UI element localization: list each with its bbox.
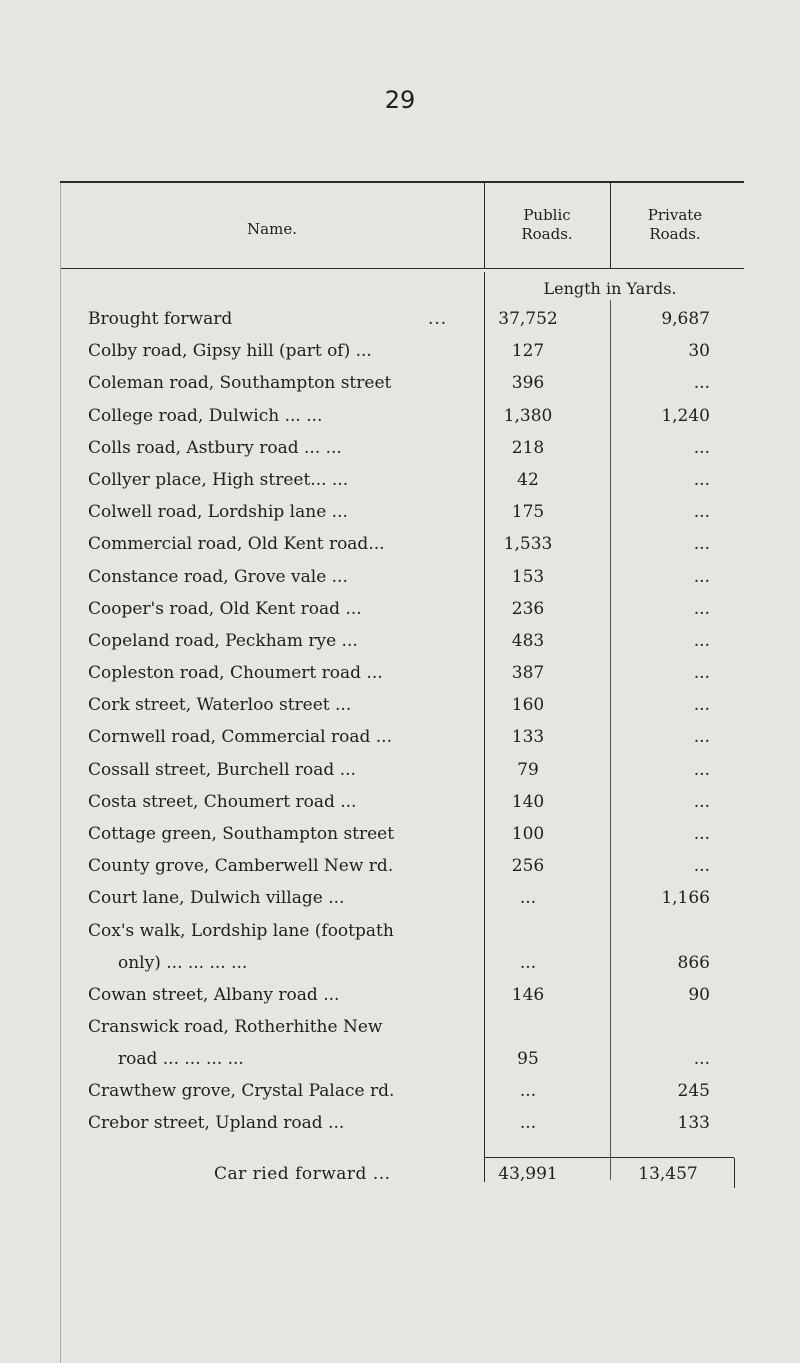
row-name: Brought forward bbox=[88, 309, 233, 329]
row-name: Court lane, Dulwich village ... bbox=[88, 888, 345, 909]
row-name: College road, Dulwich ... ... bbox=[88, 405, 323, 426]
page-number: 29 bbox=[384, 86, 416, 114]
row-private: ... bbox=[693, 1048, 710, 1069]
table-row bbox=[0, 723, 800, 755]
row-public: 236 bbox=[511, 598, 545, 619]
row-name: Costa street, Choumert road ... bbox=[88, 791, 357, 812]
table-top-rule bbox=[60, 181, 744, 183]
row-public: 483 bbox=[511, 630, 545, 651]
row-name-line2: road ... ... ... ... bbox=[118, 1048, 244, 1069]
row-name: Cossall street, Burchell road ... bbox=[88, 759, 356, 780]
table-row bbox=[0, 917, 800, 981]
header-name-text: Name. bbox=[247, 220, 297, 238]
header-public-line1: Public bbox=[523, 206, 571, 224]
table-row bbox=[0, 627, 800, 659]
row-public: 256 bbox=[511, 856, 545, 877]
row-name: Crebor street, Upland road ... bbox=[88, 1112, 345, 1133]
row-public: ... bbox=[519, 888, 537, 909]
row-private: 90 bbox=[688, 984, 710, 1005]
row-name: Collyer place, High street... ... bbox=[88, 469, 349, 490]
header-name bbox=[60, 220, 484, 239]
table-row bbox=[0, 595, 800, 627]
row-private: 866 bbox=[677, 952, 710, 973]
table-row bbox=[0, 530, 800, 562]
table-row bbox=[0, 466, 800, 498]
row-private: ... bbox=[693, 695, 710, 716]
row-private: ... bbox=[693, 630, 710, 651]
row-public: 133 bbox=[511, 727, 545, 748]
row-name: Commercial road, Old Kent road... bbox=[88, 534, 385, 555]
row-public: 396 bbox=[511, 373, 545, 394]
row-private: ... bbox=[693, 856, 710, 877]
row-name: Cooper's road, Old Kent road ... bbox=[88, 598, 362, 619]
row-private: ... bbox=[693, 437, 710, 458]
table-row bbox=[0, 402, 800, 434]
table-body bbox=[0, 305, 800, 1141]
header-private bbox=[610, 206, 740, 244]
row-dots: ... bbox=[428, 309, 448, 329]
header-public-line2: Roads. bbox=[521, 225, 573, 243]
row-private: ... bbox=[693, 566, 710, 587]
row-name: Copleston road, Choumert road ... bbox=[88, 663, 383, 684]
row-private: ... bbox=[693, 534, 710, 555]
row-name: Colwell road, Lordship lane ... bbox=[88, 502, 348, 523]
row-public: 146 bbox=[511, 984, 545, 1005]
row-public: 387 bbox=[511, 663, 545, 684]
row-public: 218 bbox=[511, 437, 545, 458]
row-private: ... bbox=[693, 373, 710, 394]
row-public: 79 bbox=[517, 759, 539, 780]
row-name: Cork street, Waterloo street ... bbox=[88, 695, 352, 716]
table-row bbox=[0, 981, 800, 1013]
header-private-line2: Roads. bbox=[649, 225, 701, 243]
row-private: ... bbox=[693, 469, 710, 490]
row-public: 95 bbox=[517, 1048, 539, 1069]
row-private: 1,240 bbox=[661, 405, 710, 426]
table-row bbox=[0, 788, 800, 820]
table-row bbox=[0, 659, 800, 691]
row-name: Colby road, Gipsy hill (part of) ... bbox=[88, 341, 372, 362]
row-private: 1,166 bbox=[661, 888, 710, 909]
row-public: ... bbox=[519, 1080, 537, 1101]
row-public: ... bbox=[519, 1112, 537, 1133]
row-public: 1,533 bbox=[503, 534, 553, 555]
table-row bbox=[0, 884, 800, 916]
header-bottom-rule bbox=[60, 268, 744, 269]
table-row bbox=[0, 852, 800, 884]
unit-label: Length in Yards. bbox=[543, 279, 677, 298]
total-right-edge bbox=[734, 1158, 735, 1188]
table-row bbox=[0, 820, 800, 852]
row-public: 100 bbox=[511, 824, 545, 844]
table-row bbox=[0, 434, 800, 466]
row-private: 133 bbox=[677, 1112, 710, 1133]
table-row bbox=[0, 691, 800, 723]
table-row bbox=[0, 1109, 800, 1141]
row-name-line1: Cranswick road, Rotherhithe New bbox=[88, 1016, 383, 1037]
row-private: ... bbox=[693, 824, 710, 844]
row-private: ... bbox=[693, 598, 710, 619]
row-name: Cottage green, Southampton street bbox=[88, 824, 395, 844]
row-public: ... bbox=[519, 952, 537, 973]
row-private: 30 bbox=[688, 341, 710, 362]
header-private-line1: Private bbox=[647, 206, 703, 224]
row-private: ... bbox=[693, 727, 710, 748]
total-public: 43,991 bbox=[498, 1164, 558, 1184]
table-row bbox=[0, 369, 800, 401]
row-name: Cornwell road, Commercial road ... bbox=[88, 727, 392, 748]
table-row bbox=[0, 1013, 800, 1077]
table-row bbox=[0, 305, 800, 337]
row-private: 245 bbox=[677, 1080, 710, 1101]
total-private: 13,457 bbox=[638, 1164, 698, 1184]
row-name: Cowan street, Albany road ... bbox=[88, 984, 340, 1005]
row-public: 153 bbox=[511, 566, 545, 587]
row-public: 160 bbox=[511, 695, 545, 716]
row-name: Crawthew grove, Crystal Palace rd. bbox=[88, 1080, 395, 1101]
row-public: 175 bbox=[511, 502, 545, 523]
row-public: 1,380 bbox=[503, 405, 553, 426]
row-private: ... bbox=[693, 663, 710, 684]
row-public: 140 bbox=[511, 791, 545, 812]
total-label: Car ried forward ... bbox=[214, 1164, 391, 1184]
row-name: Colls road, Astbury road ... ... bbox=[88, 437, 342, 458]
row-name: Copeland road, Peckham rye ... bbox=[88, 630, 358, 651]
row-name: Constance road, Grove vale ... bbox=[88, 566, 348, 587]
table-row bbox=[0, 1077, 800, 1109]
row-name: County grove, Camberwell New rd. bbox=[88, 856, 394, 877]
row-private: 9,687 bbox=[661, 309, 710, 329]
row-name-line2: only) ... ... ... ... bbox=[118, 952, 248, 973]
total-rule bbox=[484, 1157, 734, 1158]
table-row bbox=[0, 337, 800, 369]
row-name-line1: Cox's walk, Lordship lane (footpath bbox=[88, 920, 394, 941]
header-public bbox=[484, 206, 610, 244]
table-row bbox=[0, 563, 800, 595]
row-public: 42 bbox=[517, 469, 539, 490]
row-public: 37,752 bbox=[498, 309, 558, 329]
row-private: ... bbox=[693, 502, 710, 523]
table-row bbox=[0, 756, 800, 788]
row-private: ... bbox=[693, 791, 710, 812]
table-row bbox=[0, 498, 800, 530]
row-private: ... bbox=[693, 759, 710, 780]
row-public: 127 bbox=[511, 341, 545, 362]
row-name: Coleman road, Southampton street bbox=[88, 373, 392, 394]
